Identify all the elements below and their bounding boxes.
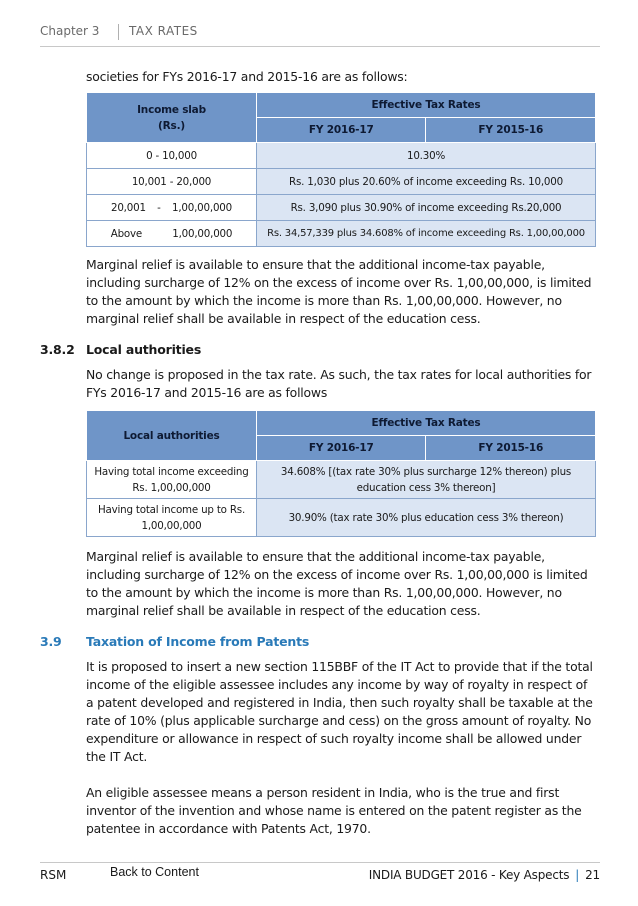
slab-cell: 20,001 - 1,00,00,000 — [87, 195, 257, 221]
page-number: 21 — [585, 868, 600, 882]
slab-cell: 10,001 - 20,000 — [87, 169, 257, 195]
income-slab-table — [86, 92, 596, 247]
table-row — [87, 461, 596, 499]
eligible-assessee-paragraph: An eligible assessee means a person resident in India, who is the true and first inventor of the invention and whose name is entered on the patent register as the patentee in accordance with Patents Act, 1970. — [86, 785, 582, 836]
effective-tax-rates-header: Effective Tax Rates — [257, 93, 596, 118]
table-row — [87, 221, 596, 247]
local-authorities-paragraph: No change is proposed in the tax rate. As such, the tax rates for local authorities for FYs 2016-17 and 2015-16 are as follows — [86, 367, 592, 400]
rate-cell: Rs. 1,030 plus 20.60% of income exceeding Rs. 10,000 — [257, 169, 596, 195]
footer-title: INDIA BUDGET 2016 - Key Aspects | 21 — [368, 868, 600, 882]
header-divider — [118, 24, 119, 40]
footer-rule — [40, 862, 600, 863]
intro-text: societies for FYs 2016-17 and 2015-16 are as follows: — [86, 69, 408, 84]
marginal-relief-paragraph-2: Marginal relief is available to ensure that the additional income-tax payable, including surcharge of 12% on the excess of income over Rs. 1,00,00,000 is limited to the amount by which the income is more than Rs. 1,00,00,000. However, no marginal relief shall be available in respect of the education cess. — [86, 549, 588, 618]
authority-cell: Having total income up to Rs. 1,00,00,000 — [87, 499, 257, 537]
slab-cell: Above 1,00,00,000 — [87, 221, 257, 247]
rate-cell: 34.608% [(tax rate 30% plus surcharge 12% thereon) plus education cess 3% thereon] — [257, 461, 596, 499]
marginal-relief-paragraph: Marginal relief is available to ensure that the additional income-tax payable, including surcharge of 12% on the excess of income over Rs. 1,00,00,000, is limited to the amount by which the income is more than Rs. 1,00,00,000. However, no marginal relief shall be available in respect of the education cess. — [86, 257, 592, 326]
table-row — [87, 499, 596, 537]
rate-cell: Rs. 34,57,339 plus 34.608% of income exceeding Rs. 1,00,00,000 — [257, 221, 596, 247]
rate-cell: 30.90% (tax rate 30% plus education cess 3% thereon) — [257, 499, 596, 537]
page-header — [40, 24, 600, 46]
fy-2015-16-header: FY 2015-16 — [426, 118, 596, 143]
patents-paragraph: It is proposed to insert a new section 115BBF of the IT Act to provide that if the total income of the eligible assessee includes any income by way of royalty in respect of a patent developed and registered in India, then such royalty shall be taxable at the rate of 10% (plus applicable surcharge and cess) on the gross amount of royalty. No expenditure or allowance in respect of such royalty income shall be allowed under the IT Act. — [86, 659, 593, 764]
local-authorities-table — [86, 410, 596, 537]
footer-separator: | — [575, 868, 580, 882]
fy-2015-16-header: FY 2015-16 — [426, 436, 596, 461]
chapter-title: TAX RATES — [129, 24, 198, 38]
table-row — [87, 195, 596, 221]
table-row — [87, 143, 596, 169]
effective-tax-rates-header: Effective Tax Rates — [257, 411, 596, 436]
income-slab-header: Income slab (Rs.) — [87, 93, 257, 143]
page-footer — [40, 865, 600, 886]
slab-cell: 0 - 10,000 — [87, 143, 257, 169]
firm-name: RSM — [40, 868, 67, 882]
chapter-label: Chapter 3 — [40, 24, 100, 38]
rate-cell: Rs. 3,090 plus 30.90% of income exceeding Rs.20,000 — [257, 195, 596, 221]
header-rule — [40, 46, 600, 47]
fy-2016-17-header: FY 2016-17 — [257, 436, 426, 461]
rate-cell: 10.30% — [257, 143, 596, 169]
authority-cell: Having total income exceeding Rs. 1,00,00,000 — [87, 461, 257, 499]
local-authorities-header: Local authorities — [87, 411, 257, 461]
back-to-content-link[interactable]: Back to Content — [110, 865, 199, 879]
table-row — [87, 169, 596, 195]
fy-2016-17-header: FY 2016-17 — [257, 118, 426, 143]
